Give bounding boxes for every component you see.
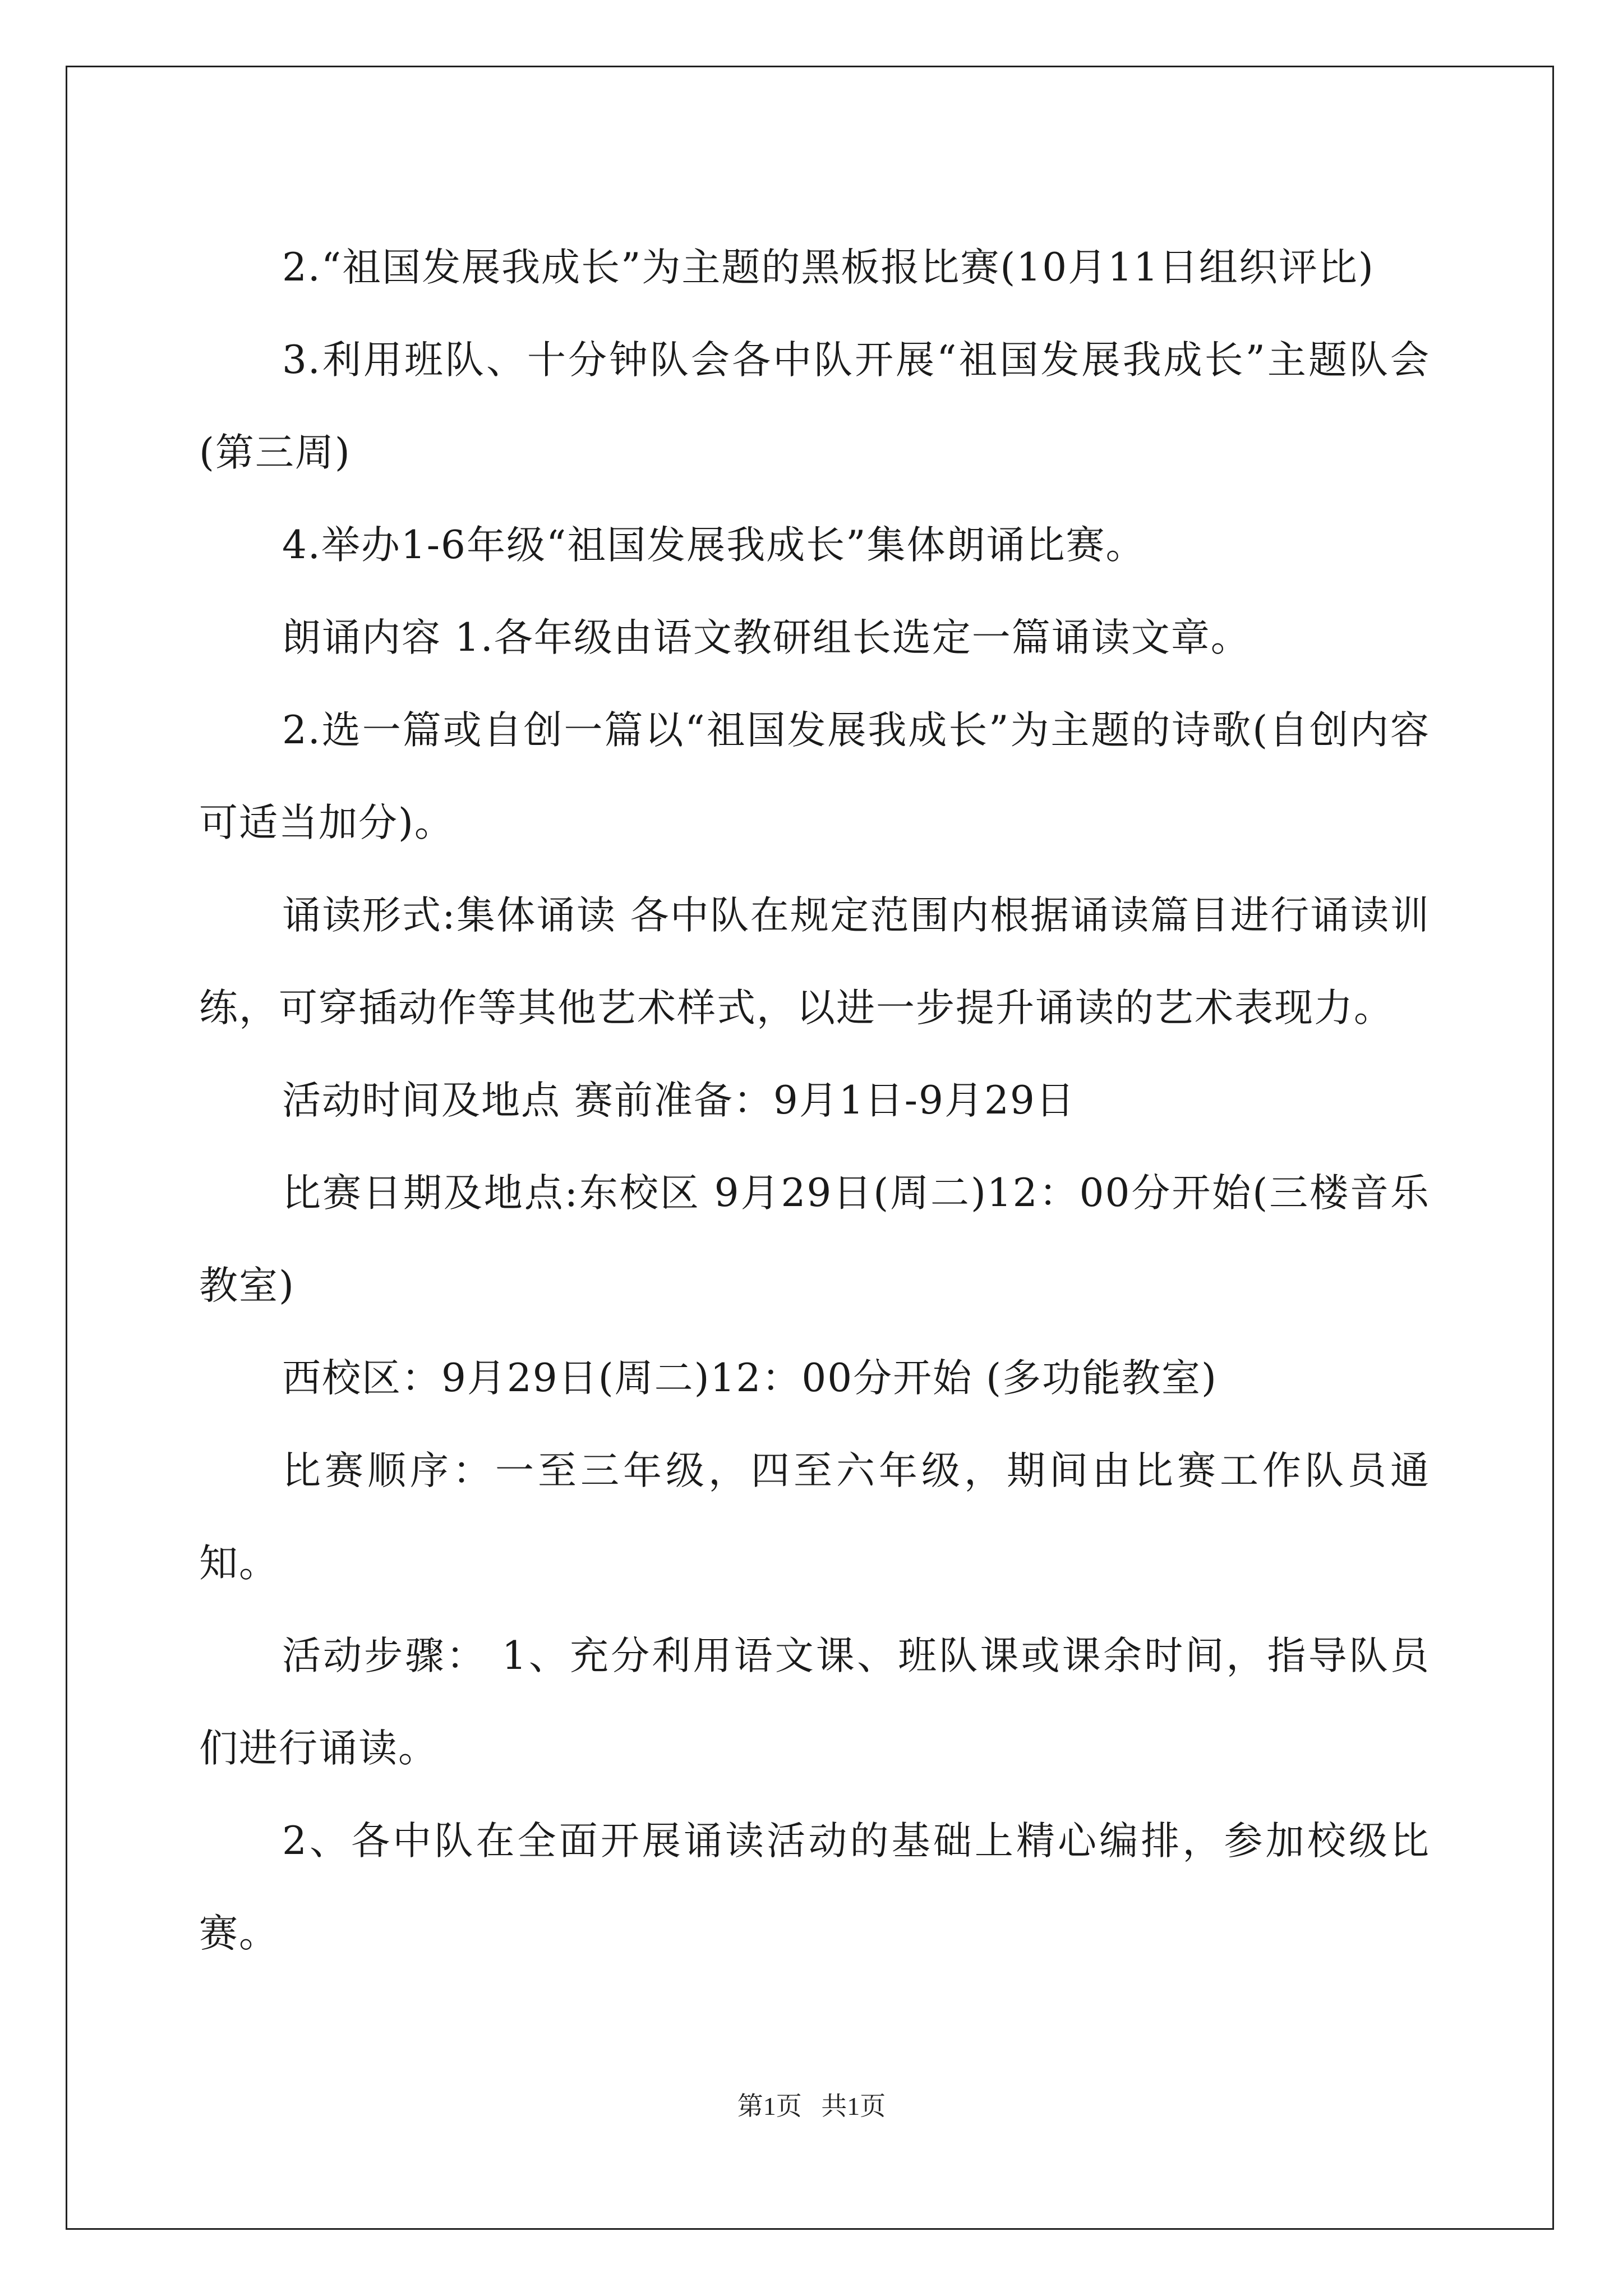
paragraph: 3.利用班队、十分钟队会各中队开展“祖国发展我成长”主题队会(第三周): [199, 338, 1430, 475]
paragraph: 活动时间及地点 赛前准备：9月1日-9月29日: [282, 1078, 1076, 1123]
paragraph: 比赛顺序：一至三年级，四至六年级，期间由比赛工作队员通知。: [199, 1448, 1430, 1586]
paragraph: 2.“祖国发展我成长”为主题的黑板报比赛(10月11日组织评比): [282, 245, 1375, 290]
paragraph: 西校区：9月29日(周二)12：00分开始 (多功能教室): [282, 1356, 1218, 1401]
page-footer: 第1页 共1页: [737, 2092, 886, 2120]
paragraph: 2、各中队在全面开展诵读活动的基础上精心编排，参加校级比赛。: [199, 1819, 1430, 1956]
paragraph: 诵读形式:集体诵读 各中队在规定范围内根据诵读篇目进行诵读训练，可穿插动作等其他艺术样式，以进一步提升诵读的艺术表现力。: [199, 893, 1430, 1030]
paragraph: 比赛日期及地点:东校区 9月29日(周二)12：00分开始(三楼音乐教室): [199, 1171, 1430, 1308]
paragraph: 朗诵内容 1.各年级由语文教研组长选定一篇诵读文章。: [282, 615, 1251, 660]
paragraph: 活动步骤： 1、充分利用语文课、班队课或课余时间，指导队员们进行诵读。: [199, 1634, 1430, 1771]
paragraph: 4.举办1-6年级“祖国发展我成长”集体朗诵比赛。: [282, 523, 1146, 568]
paragraph: 2.选一篇或自创一篇以“祖国发展我成长”为主题的诗歌(自创内容可适当加分)。: [199, 708, 1430, 845]
document-body: [199, 222, 1430, 1980]
